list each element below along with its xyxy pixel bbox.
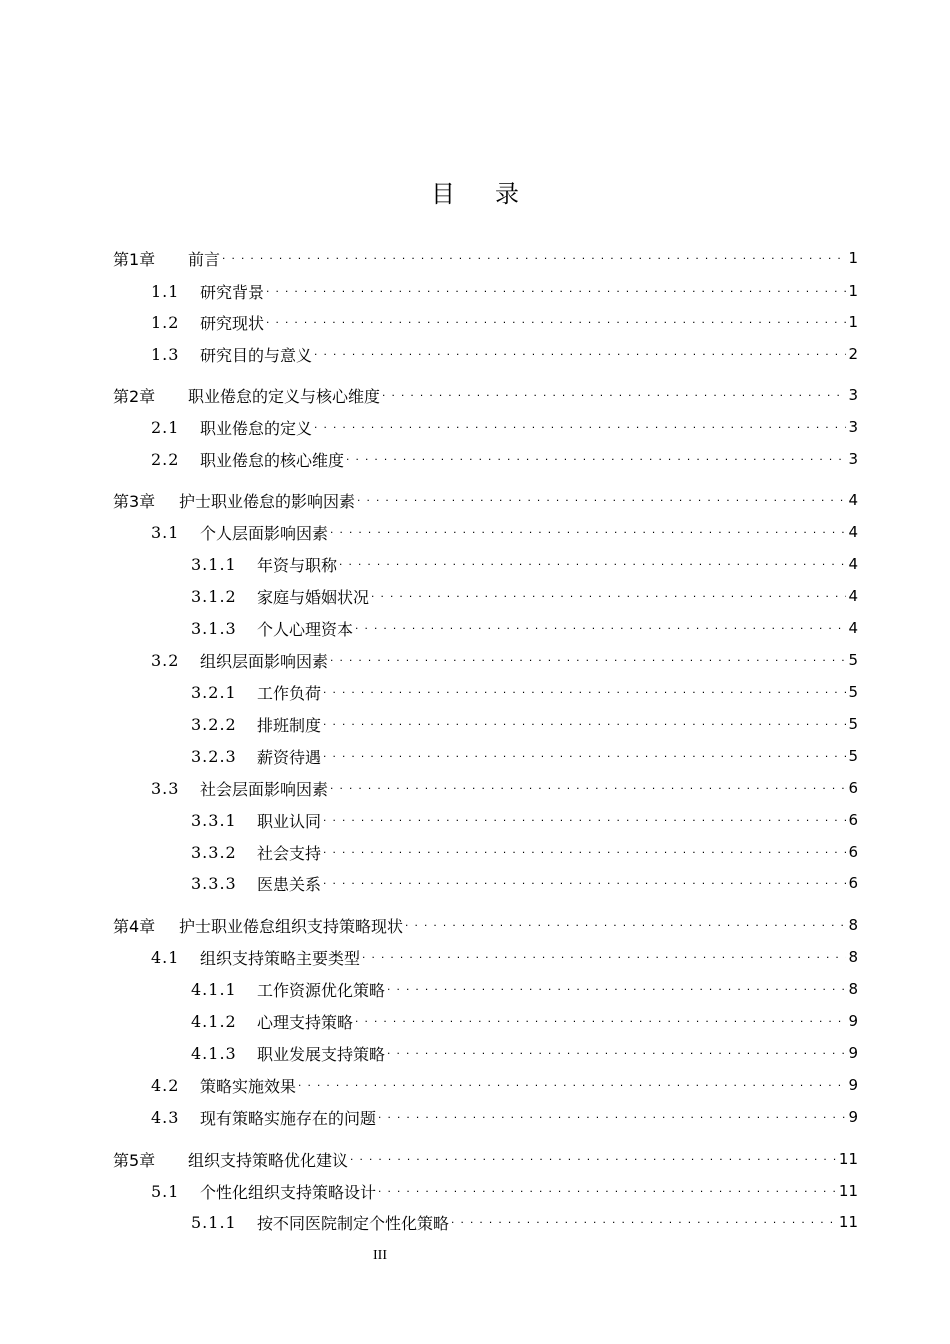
toc-page-number: 6 (848, 874, 858, 892)
toc-entry-section[interactable] (151, 445, 858, 473)
toc-label: 策略实施效果 (200, 1076, 297, 1096)
toc-page-number: 4 (848, 555, 858, 573)
toc-label: 心理支持策略 (257, 1012, 354, 1032)
toc-entry-section[interactable] (151, 1071, 858, 1099)
toc-number: 3.2.3 (191, 746, 237, 766)
toc-label: 研究背景 (200, 282, 265, 302)
toc-leader-dots (405, 911, 846, 939)
toc-entry-chapter[interactable] (113, 381, 858, 409)
toc-label: 职业发展支持策略 (257, 1044, 386, 1064)
toc-leader-dots (378, 1177, 837, 1205)
toc-label: 研究目的与意义 (200, 345, 313, 365)
toc-number: 4.1.3 (191, 1043, 237, 1063)
toc-page-number: 4 (848, 523, 858, 541)
toc-entry-section[interactable] (151, 1177, 858, 1205)
toc-entry-subsection[interactable] (191, 550, 858, 578)
toc-page-number: 3 (848, 386, 858, 404)
toc-entry-subsection[interactable] (191, 678, 858, 706)
toc-entry-subsection[interactable] (191, 1039, 858, 1067)
toc-entry-section[interactable] (151, 943, 858, 971)
toc-number: 第4章 (113, 916, 156, 936)
toc-leader-dots (382, 381, 846, 409)
toc-entry-subsection[interactable] (191, 1007, 858, 1035)
toc-entry-section[interactable] (151, 774, 858, 802)
toc-entry-section[interactable] (151, 340, 858, 368)
toc-page-number: 4 (848, 587, 858, 605)
toc-page-number: 4 (848, 619, 858, 637)
toc-title: 目录 (431, 180, 559, 208)
toc-label: 现有策略实施存在的问题 (200, 1108, 377, 1128)
toc-page-number: 1 (848, 313, 858, 331)
toc-label: 排班制度 (257, 715, 322, 735)
toc-page-number: 6 (848, 779, 858, 797)
toc-leader-dots (339, 550, 846, 578)
page-number-footer: III (373, 1248, 387, 1263)
toc-page-number: 8 (848, 948, 858, 966)
toc-page-number: 6 (848, 811, 858, 829)
toc-number: 1.3 (151, 344, 180, 364)
toc-leader-dots (323, 869, 846, 897)
toc-page-number: 8 (848, 916, 858, 934)
toc-entry-subsection[interactable] (191, 742, 858, 770)
toc-entry-subsection[interactable] (191, 975, 858, 1003)
toc-entry-subsection[interactable] (191, 838, 858, 866)
toc-entry-subsection[interactable] (191, 1208, 858, 1236)
toc-number: 3.1 (151, 522, 180, 542)
toc-number: 第1章 (113, 249, 156, 269)
toc-label: 按不同医院制定个性化策略 (257, 1213, 450, 1233)
toc-leader-dots (298, 1071, 846, 1099)
toc-page-number: 9 (848, 1076, 858, 1094)
toc-label: 前言 (188, 249, 221, 269)
toc-entry-section[interactable] (151, 277, 858, 305)
toc-entry-subsection[interactable] (191, 869, 858, 897)
toc-leader-dots (314, 340, 846, 368)
toc-page-number: 8 (848, 980, 858, 998)
toc-page-number: 2 (848, 345, 858, 363)
toc-page-number: 11 (838, 1182, 858, 1200)
toc-entry-chapter[interactable] (113, 244, 858, 272)
toc-entry-subsection[interactable] (191, 614, 858, 642)
toc-leader-dots (378, 1103, 846, 1131)
toc-label: 职业认同 (257, 811, 322, 831)
toc-number: 2.1 (151, 417, 180, 437)
toc-number: 3.1.1 (191, 554, 237, 574)
toc-label: 家庭与婚姻状况 (257, 587, 370, 607)
toc-number: 3.3.3 (191, 873, 237, 893)
toc-leader-dots (357, 486, 846, 514)
toc-leader-dots (362, 943, 846, 971)
toc-page-number: 9 (848, 1108, 858, 1126)
toc-entry-chapter[interactable] (113, 911, 858, 939)
toc-page-number: 5 (848, 715, 858, 733)
toc-number: 3.3.2 (191, 842, 237, 862)
toc-label: 薪资待遇 (257, 747, 322, 767)
toc-page-number: 9 (848, 1012, 858, 1030)
toc-label: 年资与职称 (257, 555, 338, 575)
toc-entry-subsection[interactable] (191, 582, 858, 610)
toc-entry-chapter[interactable] (113, 1145, 858, 1173)
toc-label: 社会层面影响因素 (200, 779, 329, 799)
toc-label: 职业倦怠的定义 (200, 418, 313, 438)
toc-number: 3.1.3 (191, 618, 237, 638)
toc-label: 组织支持策略主要类型 (200, 948, 361, 968)
toc-number: 3.1.2 (191, 586, 237, 606)
toc-label: 医患关系 (257, 874, 322, 894)
toc-number: 1.1 (151, 281, 180, 301)
toc-page-number: 9 (848, 1044, 858, 1062)
toc-leader-dots (451, 1208, 837, 1236)
toc-page-number: 5 (848, 683, 858, 701)
toc-page-number: 5 (848, 747, 858, 765)
toc-number: 4.2 (151, 1075, 180, 1095)
toc-label: 个人心理资本 (257, 619, 354, 639)
toc-page-number: 5 (848, 651, 858, 669)
toc-number: 第5章 (113, 1150, 156, 1170)
toc-number: 第2章 (113, 386, 156, 406)
toc-leader-dots (330, 646, 846, 674)
toc-leader-dots (387, 975, 846, 1003)
toc-entry-section[interactable] (151, 518, 858, 546)
toc-number: 4.3 (151, 1107, 180, 1127)
toc-entry-subsection[interactable] (191, 710, 858, 738)
toc-leader-dots (323, 678, 846, 706)
toc-leader-dots (387, 1039, 846, 1067)
toc-leader-dots (323, 806, 846, 834)
toc-number: 4.1.1 (191, 979, 237, 999)
toc-number: 4.1 (151, 947, 180, 967)
toc-leader-dots (323, 710, 846, 738)
toc-label: 组织支持策略优化建议 (188, 1150, 349, 1170)
toc-page-number: 1 (848, 282, 858, 300)
toc-label: 职业倦怠的核心维度 (200, 450, 345, 470)
toc-label: 研究现状 (200, 313, 265, 333)
toc-label: 社会支持 (257, 843, 322, 863)
toc-entry-section[interactable] (151, 1103, 858, 1131)
toc-number: 5.1 (151, 1181, 180, 1201)
toc-label: 个人层面影响因素 (200, 523, 329, 543)
toc-label: 个性化组织支持策略设计 (200, 1182, 377, 1202)
toc-label: 工作负荷 (257, 683, 322, 703)
toc-leader-dots (314, 413, 846, 441)
toc-number: 3.3 (151, 778, 180, 798)
toc-page-number: 11 (838, 1213, 858, 1231)
toc-number: 5.1.1 (191, 1212, 237, 1232)
toc-entry-chapter[interactable] (113, 486, 858, 514)
toc-number: 4.1.2 (191, 1011, 237, 1031)
toc-number: 2.2 (151, 449, 180, 469)
toc-leader-dots (330, 518, 846, 546)
toc-leader-dots (371, 582, 846, 610)
toc-label: 组织层面影响因素 (200, 651, 329, 671)
toc-leader-dots (355, 614, 846, 642)
toc-leader-dots (266, 308, 846, 336)
toc-number: 3.2.2 (191, 714, 237, 734)
toc-page-number: 4 (848, 491, 858, 509)
toc-entry-section[interactable] (151, 646, 858, 674)
toc-entry-section[interactable] (151, 308, 858, 336)
toc-label: 工作资源优化策略 (257, 980, 386, 1000)
toc-leader-dots (346, 445, 846, 473)
toc-number: 3.2 (151, 650, 180, 670)
toc-leader-dots (350, 1145, 837, 1173)
toc-page-number: 3 (848, 450, 858, 468)
toc-page-number: 6 (848, 843, 858, 861)
toc-leader-dots (323, 742, 846, 770)
toc-entry-subsection[interactable] (191, 806, 858, 834)
toc-page-number: 11 (838, 1150, 858, 1168)
toc-page-number: 1 (848, 249, 858, 267)
toc-number: 1.2 (151, 312, 180, 332)
toc-entry-section[interactable] (151, 413, 858, 441)
toc-label: 职业倦怠的定义与核心维度 (188, 386, 381, 406)
toc-number: 3.2.1 (191, 682, 237, 702)
toc-leader-dots (355, 1007, 846, 1035)
toc-page-number: 3 (848, 418, 858, 436)
toc-leader-dots (222, 244, 846, 272)
toc-label: 护士职业倦怠的影响因素 (179, 491, 356, 511)
toc-leader-dots (266, 277, 846, 305)
toc-number: 第3章 (113, 491, 156, 511)
toc-number: 3.3.1 (191, 810, 237, 830)
toc-label: 护士职业倦怠组织支持策略现状 (179, 916, 404, 936)
toc-leader-dots (330, 774, 846, 802)
toc-leader-dots (323, 838, 846, 866)
